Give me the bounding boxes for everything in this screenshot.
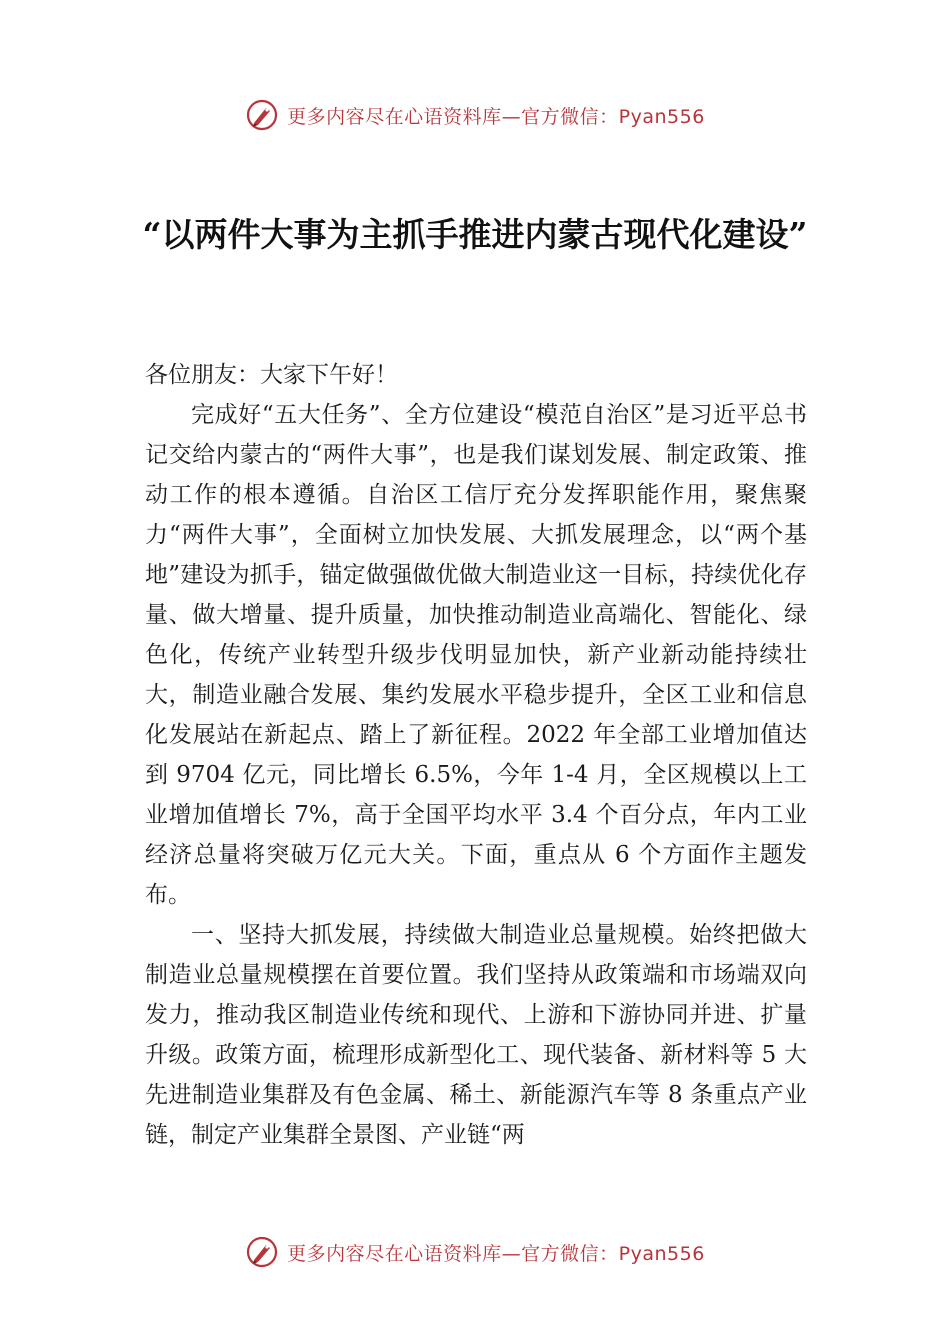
document-title: “以两件大事为主抓手推进内蒙古现代化建设” [142,215,808,255]
pen-nib-logo-icon [245,1235,279,1269]
footer-banner [0,1232,950,1272]
header-banner [0,95,950,135]
banner-text: 更多内容尽在心语资料库—官方微信：Pyan556 [287,105,705,128]
paragraph-1: 完成好“五大任务”、全方位建设“模范自治区”是习近平总书记交给内蒙古的“两件大事”，也是我们谋划发展、制定政策、推动工作的根本遵循。自治区工信厅充分发挥职能作用，聚焦聚力“两件大事”，全面树立加快发展、大抓发展理念，以“两个基地”建设为抓手，锚定做强做优做大制造业这一目标，持续优化存量、做大增量、提升质量，加快推动制造业高端化、智能化、绿色化，传统产业转型升级步伐明显加快，新产业新动能持续壮大，制造业融合发展、集约发展水平稳步提升，全区工业和信息化发展站在新起点、踏上了新征程。2022 年全部工业增加值达到 9704 亿元，同比增长 6.5%，今年 1-4 月，全区规模以上工业增加值增长 7%，高于全国平均水平 3.4 个百分点，年内工业经济总量将突破万亿元大关。下面，重点从 6 个方面作主题发布。 [145,402,807,908]
paragraph-2: 一、坚持大抓发展，持续做大制造业总量规模。始终把做大制造业总量规模摆在首要位置。我们坚持从政策端和市场端双向发力，推动我区制造业传统和现代、上游和下游协同并进、扩量升级。政策方面，梳理形成新型化工、现代装备、新材料等 5 大先进制造业集群及有色金属、稀土、新能源汽车等 8 条重点产业链，制定产业集群全景图、产业链“两 [145,922,807,1148]
banner-text: 更多内容尽在心语资料库—官方微信：Pyan556 [287,1242,705,1265]
pen-nib-logo-icon [245,98,279,132]
greeting: 各位朋友：大家下午好！ [145,362,398,388]
document-body [145,355,807,1155]
